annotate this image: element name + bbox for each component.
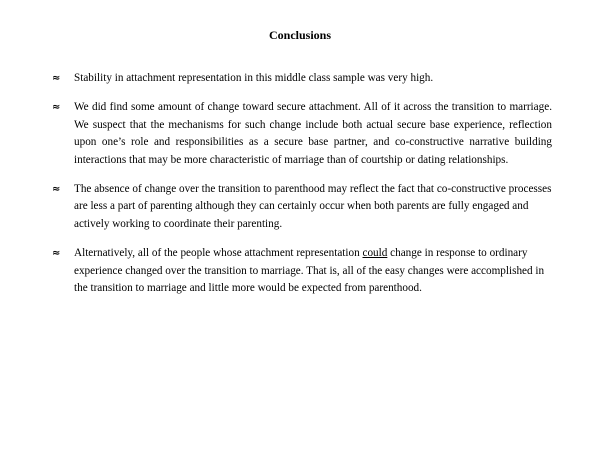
underlined-word: could <box>362 247 388 260</box>
bullet-text-before: Alternatively, all of the people whose attachment representation <box>74 247 363 260</box>
bullet-item-change <box>52 99 552 169</box>
bullet-item-parenthood <box>52 181 552 233</box>
bullet-text: The absence of change over the transition to parenthood may reflect the fact that co-constructive processes are less a part of parenting although they can certainly occur when both parents are fully engaged and actively working to coordinate their parenting. <box>74 183 552 230</box>
bullet-text-after: change in response to ordinary experience changed over the transition to marriage. That is, all of the easy changes were accomplished in the transition to marriage and little more would be expected from parenthood. <box>74 247 545 295</box>
bullet-item-alternatively <box>52 245 552 297</box>
bullet-marker-icon: ≈ <box>52 184 61 196</box>
page-title: Conclusions <box>268 28 332 42</box>
bullet-marker-icon: ≈ <box>52 73 61 84</box>
bullet-marker-icon: ≈ <box>52 102 61 114</box>
bullet-marker-icon: ≈ <box>52 248 61 260</box>
bullet-list <box>52 70 552 309</box>
bullet-text: Stability in attachment representation in this middle class sample was very high. <box>74 72 434 84</box>
bullet-item-stability <box>52 70 552 87</box>
bullet-text: We did find some amount of change toward secure attachment. All of it across the transition to marriage. We suspect that the mechanisms for such change include both actual secure base experience, reflection upon one’s role and responsibilities as a secure base partner, and co-constructive narrative building interactions that may be more characteristic of marriage than of courtship or dating relationships. <box>74 101 552 166</box>
